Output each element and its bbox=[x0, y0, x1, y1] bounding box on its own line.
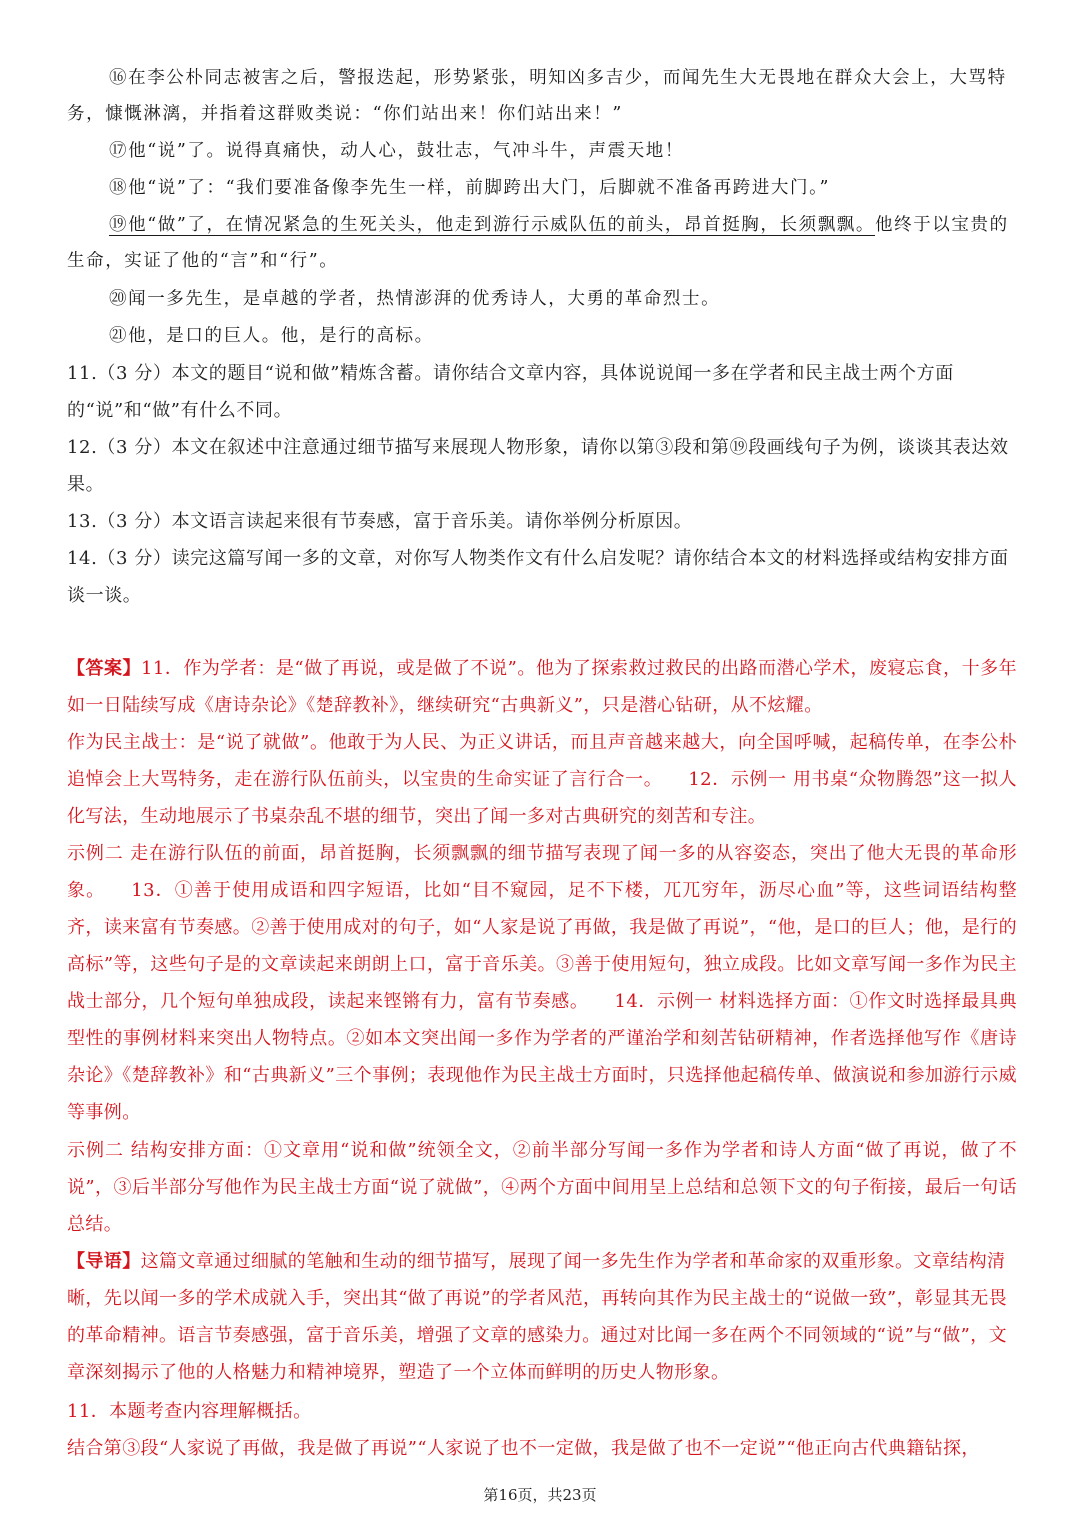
answer-12-example-1: 12．示例一 用书桌“众物腾怨”这一拟人化写法，生动地展示了书桌杂乱不堪的细节，突出了闻一多对古典研究的刻苦和专注。 bbox=[67, 769, 1018, 827]
passage-paragraph-18: ⑱他“说”了：“我们要准备像李先生一样，前脚跨出大门，后脚就不准备再跨进大门。” bbox=[109, 178, 831, 198]
question-14: 14.（3 分）读完这篇写闻一多的文章，对你写人物类作文有什么启发呢？请你结合本文的材料选择或结构安排方面谈一谈。 bbox=[67, 548, 1009, 606]
guide-tag: 【导语】 bbox=[67, 1251, 141, 1272]
answer-12-example-2 bbox=[67, 835, 1017, 1131]
answer-13: 13．①善于使用成语和四字短语，比如“目不窥园，足不下楼，兀兀穷年，沥尽心血”等，这些词语结构整齐，读来富有节奏感。②善于使用成对的句子，如“人家是说了再做，我是做了再说”，“他，是口的巨人；他，是行的高标”等，这些句子是的文章读起来朗朗上口，富于音乐美。③善于使用短句，独立成段。比如文章写闻一多作为民主战士部分，几个短句单独成段，读起来铿锵有力，富有节奏感。 bbox=[67, 880, 1017, 1012]
answer-11-scholar bbox=[67, 650, 1017, 724]
answer-11-scholar-text: 11．作为学者：是“做了再说，或是做了不说”。他为了探索救过救民的出路而潜心学术，废寝忘食，十多年如一日陆续写成《唐诗杂论》《楚辞教补》，继续研究“古典新义”，只是潜心钻研，从不炫耀。 bbox=[67, 658, 1017, 716]
answer-12-example-2-text: 示例二 走在游行队伍的前面，昂首挺胸，长须飘飘的细节描写表现了闻一多的从容姿态，突出了他大无畏的革命形象。 bbox=[67, 843, 1017, 901]
answer-11-fighter bbox=[67, 724, 1017, 835]
passage-paragraph-16: ⑯在李公朴同志被害之后，警报迭起，形势紧张，明知凶多吉少，而闻先生大无畏地在群众大会上，大骂特务，慷慨淋漓，并指着这群败类说：“你们站出来！你们站出来！” bbox=[67, 68, 1007, 124]
question-13: 13.（3 分）本文语言读起来很有节奏感，富于音乐美。请你举例分析原因。 bbox=[67, 511, 693, 532]
answer-14-example-1: 14．示例一 材料选择方面：①作文时选择最具典型性的事例材料来突出人物特点。②如本文突出闻一多作为学者的严谨治学和刻苦钻研精神，作者选择他写作《唐诗杂论》《楚辞教补》和“古典新义”三个事例；表现他作为民主战士方面时，只选择他起稿传单、做演说和参加游行示威等事例。 bbox=[67, 991, 1017, 1123]
answer-tag: 【答案】 bbox=[67, 658, 142, 679]
guide-text: 这篇文章通过细腻的笔触和生动的细节描写，展现了闻一多先生作为学者和革命家的双重形象。文章结构清晰，先以闻一多的学术成就入手，突出其“做了再说”的学者风范，再转向其作为民主战士的“说做一致”，彰显其无畏的革命精神。语言节奏感强，富于音乐美，增强了文章的感染力。通过对比闻一多在两个不同领域的“说”与“做”，文章深刻揭示了他的人格魅力和精神境界，塑造了一个立体而鲜明的历史人物形象。 bbox=[67, 1251, 1008, 1383]
passage-paragraph-19 bbox=[67, 207, 1015, 279]
passage-paragraph-21: ㉑他，是口的巨人。他，是行的高标。 bbox=[109, 326, 434, 346]
passage-paragraph-17: ⑰他“说”了。说得真痛快，动人心，鼓壮志，气冲斗牛，声震天地！ bbox=[109, 141, 684, 161]
answer-11-fighter-text: 作为民主战士：是“说了就做”。他敢于为人民、为正义讲话，而且声音越来越大，向全国呼喊，起稿传单，在李公朴追悼会上大骂特务，走在游行队伍前头，以宝贵的生命实证了言行合一。 bbox=[67, 732, 1017, 790]
guide-section bbox=[67, 1243, 1017, 1391]
passage-paragraph-20: ⑳闻一多先生，是卓越的学者，热情澎湃的优秀诗人，大勇的革命烈士。 bbox=[109, 289, 721, 309]
answer-14-example-2: 示例二 结构安排方面：①文章用“说和做”统领全文，②前半部分写闻一多作为学者和诗人方面“做了再说，做了不说”，③后半部分写他作为民主战士方面“说了就做”，④两个方面中间用呈上总结和总领下文的句子衔接，最后一句话总结。 bbox=[67, 1140, 1017, 1235]
paragraph-19-rest: 他终于以宝贵的生命，实证了他的“言”和“行”。 bbox=[67, 215, 1009, 271]
analysis-text: 结合第③段“人家说了再做，我是做了再说”“人家说了也不一定做，我是做了也不一定说”“他正向古代典籍钻探， bbox=[67, 1438, 980, 1459]
page-footer: 第16页，共23页 bbox=[483, 1486, 597, 1504]
question-11: 11.（3 分）本文的题目“说和做”精炼含蓄。请你结合文章内容，具体说说闻一多在学者和民主战士两个方面的“说”和“做”有什么不同。 bbox=[67, 363, 954, 421]
question-12: 12.（3 分）本文在叙述中注意通过细节描写来展现人物形象，请你以第③段和第⑲段画线句子为例，谈谈其表达效果。 bbox=[67, 437, 1009, 495]
analysis-heading: 11．本题考查内容理解概括。 bbox=[67, 1401, 312, 1422]
underlined-sentence: ⑲他“做”了，在情况紧急的生死关头，他走到游行示威队伍的前头，昂首挺胸，长须飘飘。 bbox=[109, 215, 875, 235]
